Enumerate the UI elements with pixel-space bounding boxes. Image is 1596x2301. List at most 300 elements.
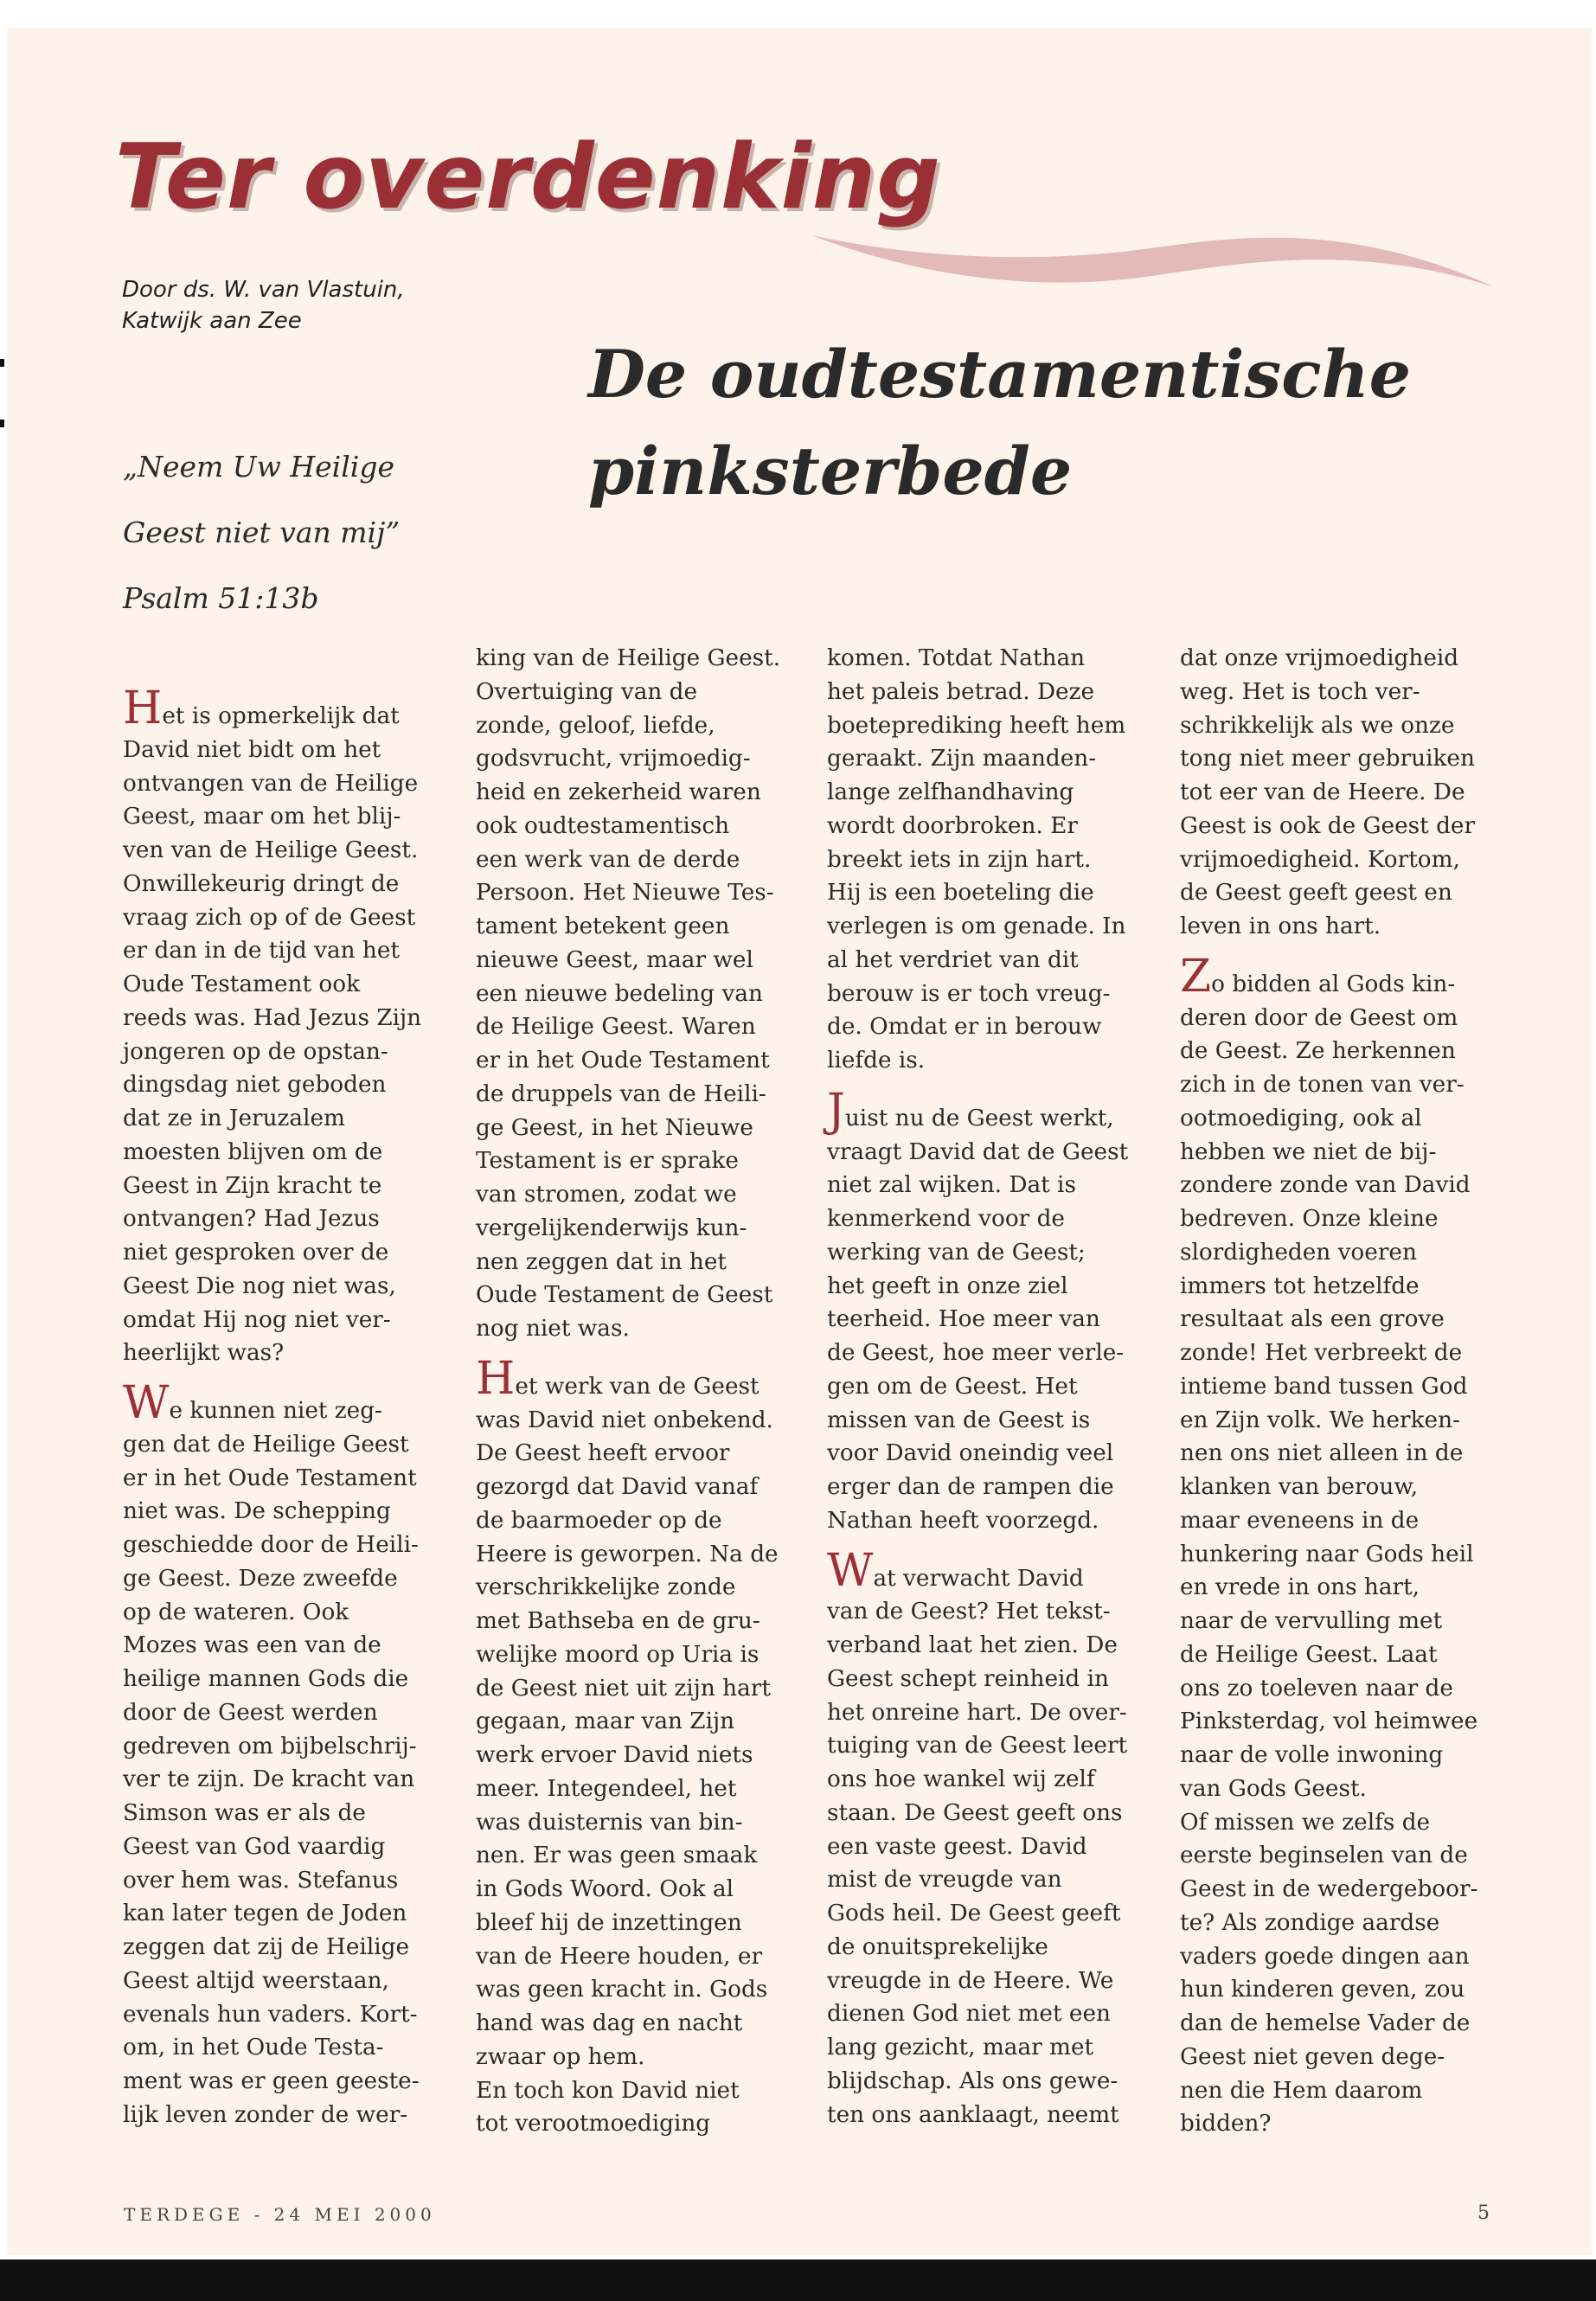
headline-line: De oudtestamentische [588, 336, 1412, 413]
line-text: zonde, geloof, liefde, [476, 712, 715, 739]
line-text: bleef hij de inzettingen [476, 1909, 742, 1936]
text-line [1180, 2074, 1500, 2108]
line-text: vaders goede dingen aan [1180, 1943, 1470, 1970]
text-line [1180, 810, 1500, 843]
text-line [476, 1471, 796, 1504]
line-text: was geen kracht in. Gods [476, 1977, 768, 2003]
line-text: tuiging van de Geest leert [827, 1733, 1128, 1759]
drop-cap: W [827, 1544, 874, 1597]
text-line [827, 1010, 1147, 1044]
line-text: weg. Het is toch ver- [1180, 678, 1420, 705]
line-text: Geest altijd weerstaan, [123, 1967, 389, 1994]
line-text: vergelijkenderwijs kun- [476, 1215, 747, 1241]
drop-cap: W [123, 1377, 170, 1429]
line-text: et werk van de Geest [515, 1373, 760, 1400]
line-text: voor David oneindig veel [827, 1440, 1114, 1467]
line-text: hand was dag en nacht [476, 2010, 743, 2036]
text-line [827, 1544, 1147, 1597]
text-line [1180, 1638, 1500, 1672]
line-text: staan. De Geest geeft ons [827, 1799, 1123, 1826]
text-line [476, 1352, 796, 1405]
line-text: Geest schept reinheid in [827, 1665, 1109, 1692]
text-line [827, 742, 1147, 776]
line-text: Geest in de wedergeboor- [1180, 1876, 1478, 1902]
text-line [476, 1144, 796, 1178]
text-line [123, 1377, 443, 1429]
line-text: Geest in Zijn kracht te [123, 1172, 382, 1199]
drop-cap: J [827, 1084, 845, 1137]
line-text: ge Geest. Deze zweefde [123, 1565, 398, 1592]
line-text: reeds was. Had Jezus Zijn [123, 1004, 422, 1031]
line-text: maar eveneens in de [1180, 1507, 1420, 1534]
text-line [476, 1571, 796, 1605]
line-text: heerlijkt was? [123, 1340, 285, 1367]
byline [122, 274, 451, 336]
text-line [123, 1864, 443, 1898]
text-line [123, 1170, 443, 1203]
line-text: de Heilige Geest. Waren [476, 1014, 756, 1041]
text-line [476, 1739, 796, 1772]
text-line [1180, 1035, 1500, 1068]
byline-location: Katwijk aan Zee [122, 308, 302, 334]
text-line [123, 1236, 443, 1270]
line-text: en vrede in ons hart, [1180, 1574, 1420, 1601]
line-text: Of missen we zelfs de [1180, 1809, 1431, 1836]
line-text: gen om de Geest. Het [827, 1373, 1078, 1400]
line-text: boeteprediking heeft hem [827, 712, 1126, 739]
text-line [476, 1112, 796, 1145]
quote-line: Geest niet van mij” [123, 516, 401, 549]
text-line [1180, 2107, 1500, 2141]
text-line [1180, 1705, 1500, 1739]
text-line [476, 2107, 796, 2141]
line-text: van Gods Geest. [1180, 1775, 1367, 1802]
text-line [123, 2065, 443, 2099]
text-line [476, 1279, 796, 1312]
line-text: missen van de Geest is [827, 1407, 1091, 1433]
line-text: werk ervoer David niets [476, 1742, 753, 1768]
line-text: niet gesproken over de [123, 1240, 389, 1266]
quote-line: „Neem Uw Heilige [123, 450, 394, 484]
line-text: zonde! Het verbreekt de [1180, 1340, 1463, 1366]
text-line [123, 1562, 443, 1596]
text-line [827, 1044, 1147, 1078]
line-text: uist nu de Geest werkt, [844, 1105, 1114, 1131]
text-line [827, 2065, 1147, 2099]
text-line [123, 1270, 443, 1304]
line-text: tament betekent geen [476, 913, 730, 939]
line-text: te? Als zondige aardse [1180, 1909, 1440, 1936]
text-line [476, 709, 796, 743]
line-text: Geest niet geven dege- [1180, 2043, 1445, 2070]
line-text: het geeft in onze ziel [827, 1272, 1068, 1299]
text-line [123, 1529, 443, 1562]
text-line [827, 1763, 1147, 1797]
text-line [476, 876, 796, 910]
line-text: ons hoe wankel wij zelf [827, 1766, 1095, 1792]
line-text: dat ze in Jeruzalem [123, 1106, 345, 1131]
text-line [827, 1471, 1147, 1504]
text-line [476, 1312, 796, 1346]
text-line [123, 1002, 443, 1035]
line-text: verschrikkelijke zonde [476, 1574, 736, 1601]
line-text: Hij is een boeteling die [827, 880, 1094, 907]
line-text: omdat Hij nog niet ver- [123, 1306, 391, 1333]
line-text: van de Heere houden, er [476, 1943, 763, 1970]
line-text: klanken van berouw, [1180, 1474, 1419, 1500]
line-text: ontvangen? Had Jezus [123, 1206, 380, 1233]
text-line [827, 1897, 1147, 1931]
text-line [123, 2031, 443, 2065]
line-text: et is opmerkelijk dat [162, 703, 400, 729]
line-text: dingsdag niet geboden [123, 1072, 387, 1099]
line-text: Overtuiging van de [476, 678, 698, 705]
text-line [476, 1010, 796, 1044]
line-text: vrijmoedigheid. Kortom, [1180, 846, 1460, 873]
text-line [1180, 1571, 1500, 1605]
line-text: op de wateren. Ook [123, 1599, 349, 1625]
line-text: Nathan heeft voorzegd. [827, 1507, 1099, 1534]
line-text: lijk leven zonder de wer- [123, 2101, 408, 2128]
drop-cap: Z [1180, 950, 1212, 1003]
text-line [1180, 1471, 1500, 1504]
text-line [1180, 1169, 1500, 1202]
line-text: Onwillekeurig dringt de [123, 870, 400, 897]
line-text: Heere is geworpen. Na de [476, 1541, 779, 1567]
line-text: lange zelfhandhaving [827, 779, 1074, 805]
line-text: Oude Testament ook [123, 971, 361, 997]
text-line [476, 1940, 796, 1974]
text-line [476, 1839, 796, 1873]
article-paragraph [1180, 642, 1500, 944]
line-text: door de Geest werden [123, 1699, 378, 1726]
line-text: evenals hun vaders. Kort- [123, 2001, 418, 2028]
text-line [476, 1873, 796, 1907]
line-text: Geest Die nog niet was, [123, 1272, 396, 1299]
line-text: nen zeggen dat in het [476, 1248, 727, 1275]
line-text: dienen God niet met een [827, 2001, 1111, 2028]
scan-bottom-border [0, 2259, 1596, 2301]
text-line [123, 683, 443, 734]
text-line [1180, 709, 1500, 743]
text-line [827, 910, 1147, 944]
line-text: ootmoediging, ook al [1180, 1105, 1422, 1131]
text-line [123, 901, 443, 935]
text-line [476, 810, 796, 843]
line-text: zondere zonde van David [1180, 1172, 1471, 1199]
line-text: er in het Oude Testament [123, 1465, 417, 1491]
line-text: zwaar op hem. [476, 2043, 645, 2070]
text-line [123, 868, 443, 901]
line-text: er dan in de tijd van het [123, 938, 400, 965]
text-line [827, 1303, 1147, 1336]
article-paragraph [476, 642, 796, 1346]
text-line [1180, 1504, 1500, 1538]
page-number: 5 [1477, 2202, 1490, 2224]
line-text: verlegen is om genade. In [827, 913, 1126, 939]
line-text: de druppels van de Heili- [476, 1080, 766, 1107]
text-line [1180, 876, 1500, 910]
drop-cap: H [123, 683, 163, 734]
line-text: immers tot hetzelfde [1180, 1272, 1420, 1299]
text-line [1180, 1002, 1500, 1035]
text-line [827, 1270, 1147, 1304]
line-text: Geest is ook de Geest der [1180, 812, 1476, 839]
line-text: Gods heil. De Geest geeft [827, 1900, 1121, 1926]
line-text: al het verdriet van dit [827, 946, 1079, 973]
text-line [476, 1705, 796, 1739]
text-line [827, 642, 1147, 676]
text-line [827, 1504, 1147, 1538]
text-line [1180, 1538, 1500, 1572]
text-line [123, 767, 443, 801]
text-line [476, 1672, 796, 1706]
text-line [123, 834, 443, 868]
text-line [476, 1605, 796, 1638]
article-paragraph [827, 642, 1147, 1078]
text-line [827, 1136, 1147, 1170]
line-text: deren door de Geest om [1180, 1004, 1458, 1031]
text-line [1180, 1806, 1500, 1840]
line-text: kan later tegen de Joden [123, 1900, 407, 1927]
line-text: ten ons aanklaagt, neemt [827, 2101, 1119, 2128]
text-line [827, 676, 1147, 709]
article-paragraph [1180, 950, 1500, 2141]
text-line [476, 1806, 796, 1840]
line-text: was duisternis van bin- [476, 1809, 743, 1836]
line-text: van de Geest? Het tekst- [827, 1599, 1111, 1625]
line-text: Persoon. Het Nieuwe Tes- [476, 880, 774, 907]
text-line [1180, 776, 1500, 810]
article-paragraph [123, 683, 443, 1370]
text-line [1180, 950, 1500, 1003]
text-line [476, 1437, 796, 1471]
line-text: en Zijn volk. We herken- [1180, 1407, 1460, 1433]
line-text: erger dan de rampen die [827, 1474, 1114, 1500]
line-text: Testament is er sprake [476, 1148, 739, 1175]
article-column-4 [1180, 642, 1500, 2141]
text-line [1180, 1907, 1500, 1940]
line-text: nen die Hem daarom [1180, 2077, 1423, 2104]
line-text: slordigheden voeren [1180, 1239, 1417, 1266]
text-line [1180, 1136, 1500, 1170]
line-text: zeggen dat zij de Heilige [123, 1934, 410, 1960]
text-line [123, 1965, 443, 1998]
text-line [476, 2074, 796, 2108]
line-text: Geest van God vaardig [123, 1833, 386, 1860]
line-text: heid en zekerheid waren [476, 779, 761, 805]
line-text: dan de hemelse Vader de [1180, 2010, 1471, 2036]
line-text: nen. Er was geen smaak [476, 1843, 758, 1869]
text-line [1180, 1303, 1500, 1336]
text-line [123, 1462, 443, 1496]
line-text: van stromen, zodat we [476, 1182, 737, 1208]
text-line [827, 709, 1147, 743]
line-text: resultaat als een grove [1180, 1306, 1445, 1333]
line-text: leven in ons hart. [1180, 913, 1381, 939]
line-text: wordt doorbroken. Er [827, 812, 1078, 839]
line-text: ment was er geen geeste- [123, 2068, 420, 2094]
text-line [123, 1336, 443, 1370]
text-line [827, 1202, 1147, 1236]
text-line [827, 1696, 1147, 1730]
text-line [123, 1304, 443, 1337]
text-line [123, 1136, 443, 1170]
text-line [476, 1404, 796, 1438]
line-text: naar de vervulling met [1180, 1608, 1443, 1634]
line-text: Mozes was een van de [123, 1632, 381, 1659]
line-text: hunkering naar Gods heil [1180, 1541, 1474, 1567]
text-line [1180, 1202, 1500, 1236]
line-text: ook oudtestamentisch [476, 812, 730, 839]
article-paragraph [827, 1084, 1147, 1538]
text-line [476, 1907, 796, 1940]
text-line [123, 1102, 443, 1136]
article-column-1 [123, 683, 443, 2132]
text-line [1180, 2007, 1500, 2041]
line-text: vreugde in de Heere. We [827, 1967, 1114, 1994]
text-line [123, 1797, 443, 1830]
text-line [123, 1763, 443, 1797]
text-line [476, 676, 796, 709]
line-text: de Geest geeft geest en [1180, 880, 1452, 907]
text-line [123, 800, 443, 834]
text-line [1180, 1739, 1500, 1772]
text-line [123, 968, 443, 1002]
text-line [123, 734, 443, 767]
text-line [827, 1729, 1147, 1763]
text-line [827, 1437, 1147, 1471]
line-text: moesten blijven om de [123, 1138, 383, 1165]
text-line [1180, 1437, 1500, 1471]
line-text: ven van de Heilige Geest. [123, 837, 419, 863]
line-text: er in het Oude Testament [476, 1048, 770, 1074]
line-text: werking van de Geest; [827, 1239, 1086, 1266]
line-text: gezorgd dat David vanaf [476, 1474, 759, 1500]
text-line [476, 2007, 796, 2041]
line-text: de. Omdat er in berouw [827, 1014, 1102, 1041]
line-text: nen ons niet alleen in de [1180, 1440, 1464, 1467]
line-text: het onreine hart. De over- [827, 1699, 1127, 1726]
text-line [827, 1084, 1147, 1137]
line-text: naar de volle inwoning [1180, 1742, 1444, 1768]
scan-edge-mark [0, 359, 4, 367]
text-line [827, 843, 1147, 877]
text-line [123, 1830, 443, 1864]
text-line [123, 1495, 443, 1529]
line-text: berouw is er toch vreug- [827, 980, 1111, 1007]
text-line [123, 1035, 443, 1069]
line-text: Oude Testament de Geest [476, 1282, 773, 1309]
magazine-page [7, 28, 1592, 2255]
publication-footer: TERDEGE - 24 MEI 2000 [124, 2204, 436, 2225]
text-line [123, 1629, 443, 1663]
text-line [476, 1212, 796, 1246]
line-text: intieme band tussen God [1180, 1373, 1468, 1400]
line-text: bedreven. Onze kleine [1180, 1206, 1439, 1232]
line-text: ons zo toeleven naar de [1180, 1675, 1453, 1702]
drop-cap: H [476, 1352, 516, 1405]
text-line [1180, 1270, 1500, 1304]
line-text: de Geest. Ze herkennen [1180, 1038, 1456, 1065]
text-line [827, 1931, 1147, 1965]
text-line [476, 1538, 796, 1572]
text-line [827, 810, 1147, 843]
text-line [1180, 676, 1500, 709]
line-text: o bidden al Gods kin- [1211, 971, 1456, 997]
text-line [476, 944, 796, 977]
line-text: vraag zich op of de Geest [123, 904, 416, 931]
line-text: gegaan, maar van Zijn [476, 1708, 735, 1735]
line-text: Simson was er als de [123, 1800, 366, 1826]
line-text: niet zal wijken. Dat is [827, 1172, 1076, 1199]
text-line [827, 876, 1147, 910]
line-text: tong niet meer gebruiken [1180, 746, 1475, 772]
text-line [476, 843, 796, 877]
text-line [123, 1596, 443, 1630]
text-line [827, 776, 1147, 810]
line-text: bidden? [1180, 2111, 1272, 2138]
text-line [827, 1404, 1147, 1438]
text-line [1180, 1068, 1500, 1102]
text-line [1180, 1672, 1500, 1706]
text-line [1180, 1605, 1500, 1638]
text-line [1180, 1336, 1500, 1370]
line-text: schrikkelijk als we onze [1180, 712, 1455, 739]
line-text: blijdschap. Als ons gewe- [827, 2067, 1118, 2094]
text-line [827, 977, 1147, 1011]
text-line [1180, 642, 1500, 676]
line-text: om, in het Oude Testa- [123, 2035, 384, 2061]
text-line [1180, 1772, 1500, 1806]
section-title: Ter overdenking [115, 125, 941, 229]
line-text: at verwacht David [873, 1565, 1084, 1592]
text-line [123, 1897, 443, 1931]
line-text: godsvrucht, vrijmoedig- [476, 746, 751, 772]
article-paragraph [123, 1377, 443, 2132]
text-line [1180, 1973, 1500, 2007]
text-line [123, 1663, 443, 1696]
line-text: dat onze vrijmoedigheid [1180, 645, 1459, 671]
line-text: de Heilige Geest. Laat [1180, 1641, 1438, 1668]
line-text: meer. Integendeel, het [476, 1775, 737, 1802]
text-line [1180, 1102, 1500, 1136]
line-text: een werk van de derde [476, 846, 740, 873]
text-line [827, 944, 1147, 977]
line-text: lang gezicht, maar met [827, 2035, 1094, 2061]
line-text: de Geest niet uit zijn hart [476, 1675, 771, 1702]
text-line [827, 1863, 1147, 1897]
line-text: hun kinderen geven, zou [1180, 1977, 1465, 2003]
line-text: nog niet was. [476, 1316, 630, 1342]
byline-author: Door ds. W. van Vlastuin, [122, 277, 405, 303]
line-text: gedreven om bijbelschrij- [123, 1733, 417, 1759]
text-line [827, 1997, 1147, 2031]
line-text: zich in de tonen van ver- [1180, 1072, 1465, 1098]
text-line [123, 1730, 443, 1764]
text-line [476, 742, 796, 776]
line-text: vraagt David dat de Geest [827, 1138, 1129, 1165]
article-column-2 [476, 642, 796, 2141]
text-line [476, 1178, 796, 1212]
line-text: eerste beginselen van de [1180, 1843, 1468, 1869]
text-line [827, 1236, 1147, 1270]
line-text: komen. Totdat Nathan [827, 645, 1086, 671]
text-line [1180, 910, 1500, 944]
line-text: En toch kon David niet [476, 2077, 740, 2104]
scan-edge-mark [0, 420, 4, 427]
article-paragraph [827, 1544, 1147, 2132]
